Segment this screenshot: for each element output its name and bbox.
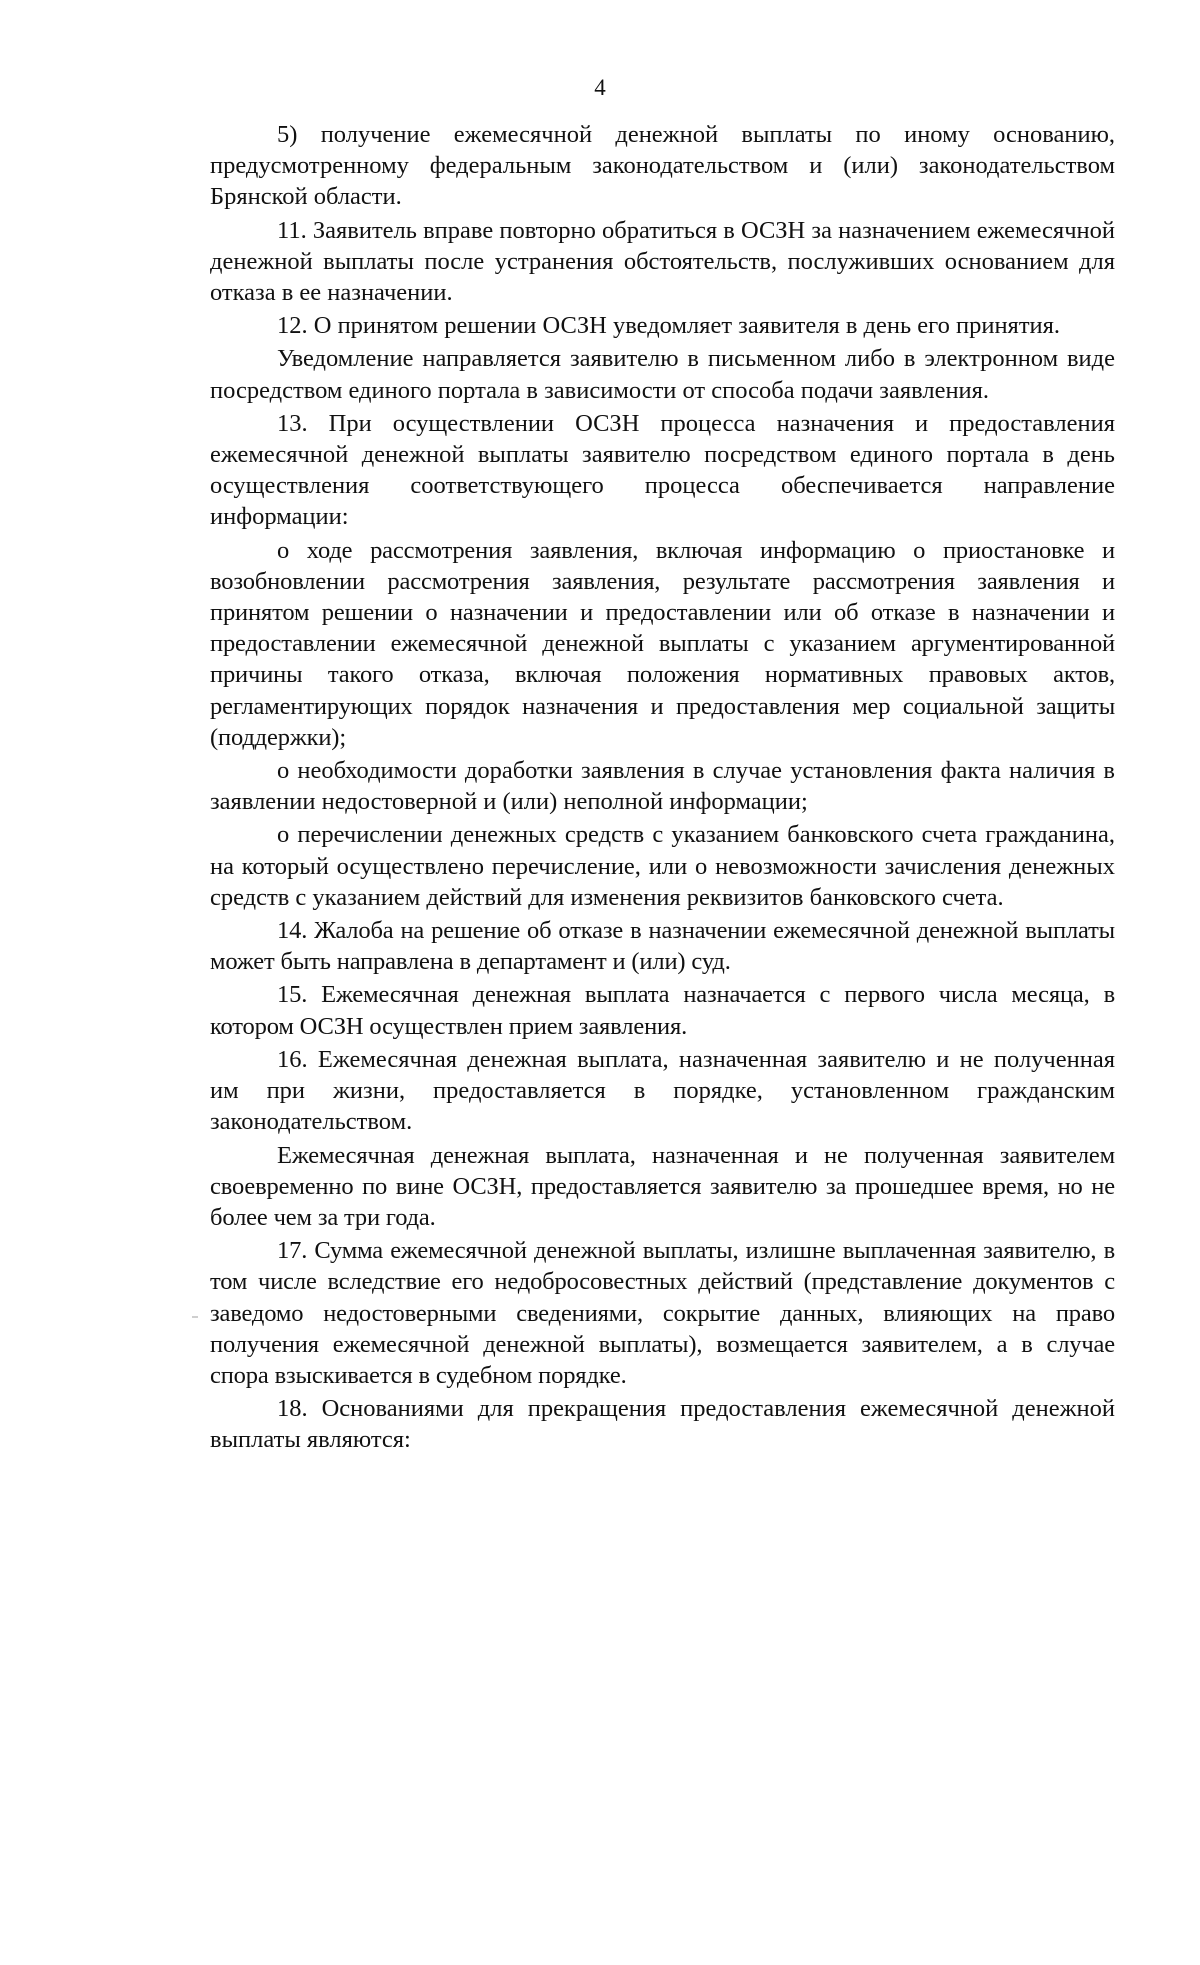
paragraph-13-funds-transfer: о перечислении денежных средств с указанием банковского счета гражданина, на который осуществлено перечисление, или о невозможности зачисления денежных средств с указанием действий для изменения реквизитов банковского счета.	[210, 821, 1115, 911]
paragraph-16-not-received: Ежемесячная денежная выплата, назначенная и не полученная заявителем своевременно по вине ОСЗН, предоставляется заявителю за прошедшее время, но не более чем за три года.	[210, 1141, 1115, 1231]
paragraph-13-review-progress: о ходе рассмотрения заявления, включая информацию о приостановке и возобновлении рассмотрения заявления, результате рассмотрения заявления и принятом решении о назначении и предоставлении или об отказе в назначении и предоставлении ежемесячной денежной выплаты с указанием аргументированной причины такого отказа, включая положения нормативных правовых актов, регламентирующих порядок назначения и предоставления мер социальной защиты (поддержки);	[210, 536, 1115, 751]
document-body	[210, 119, 1115, 1458]
paragraph-16: 16. Ежемесячная денежная выплата, назначенная заявителю и не полученная им при жизни, предоставляется в порядке, установленном гражданским законодательством.	[210, 1045, 1115, 1136]
paragraph-17: 17. Сумма ежемесячной денежной выплаты, излишне выплаченная заявителю, в том числе вследствие его недобросовестных действий (представление документов с заведомо недостоверными сведениями, сокрытие данных, влияющих на право получения ежемесячной денежной выплаты), возмещается заявителем, а в случае спора взыскивается в судебном порядке.	[210, 1237, 1115, 1389]
scan-artifact	[192, 1316, 198, 1318]
paragraph-13: 13. При осуществлении ОСЗН процесса назначения и предоставления ежемесячной денежной выплаты заявителю посредством единого портала в день осуществления соответствующего процесса обеспечивается направление информации:	[210, 409, 1115, 531]
page-number: 4	[594, 75, 606, 100]
paragraph-13-revision-needed: о необходимости доработки заявления в случае установления факта наличия в заявлении недостоверной и (или) неполной информации;	[210, 757, 1115, 816]
paragraph-18: 18. Основаниями для прекращения предоставления ежемесячной денежной выплаты являются:	[210, 1395, 1115, 1454]
paragraph-12-notification: Уведомление направляется заявителю в письменном либо в электронном виде посредством единого портала в зависимости от способа подачи заявления.	[210, 345, 1115, 404]
paragraph-14: 14. Жалоба на решение об отказе в назначении ежемесячной денежной выплаты может быть направлена в департамент и (или) суд.	[210, 917, 1115, 976]
paragraph-15: 15. Ежемесячная денежная выплата назначается с первого числа месяца, в котором ОСЗН осуществлен прием заявления.	[210, 981, 1115, 1040]
paragraph-item-5: 5) получение ежемесячной денежной выплаты по иному основанию, предусмотренному федеральным законодательством и (или) законодательством Брянской области.	[210, 121, 1115, 211]
paragraph-11: 11. Заявитель вправе повторно обратиться в ОСЗН за назначением ежемесячной денежной выплаты после устранения обстоятельств, послуживших основанием для отказа в ее назначении.	[210, 216, 1115, 307]
paragraph-12: 12. О принятом решении ОСЗН уведомляет заявителя в день его принятия.	[277, 312, 1061, 340]
